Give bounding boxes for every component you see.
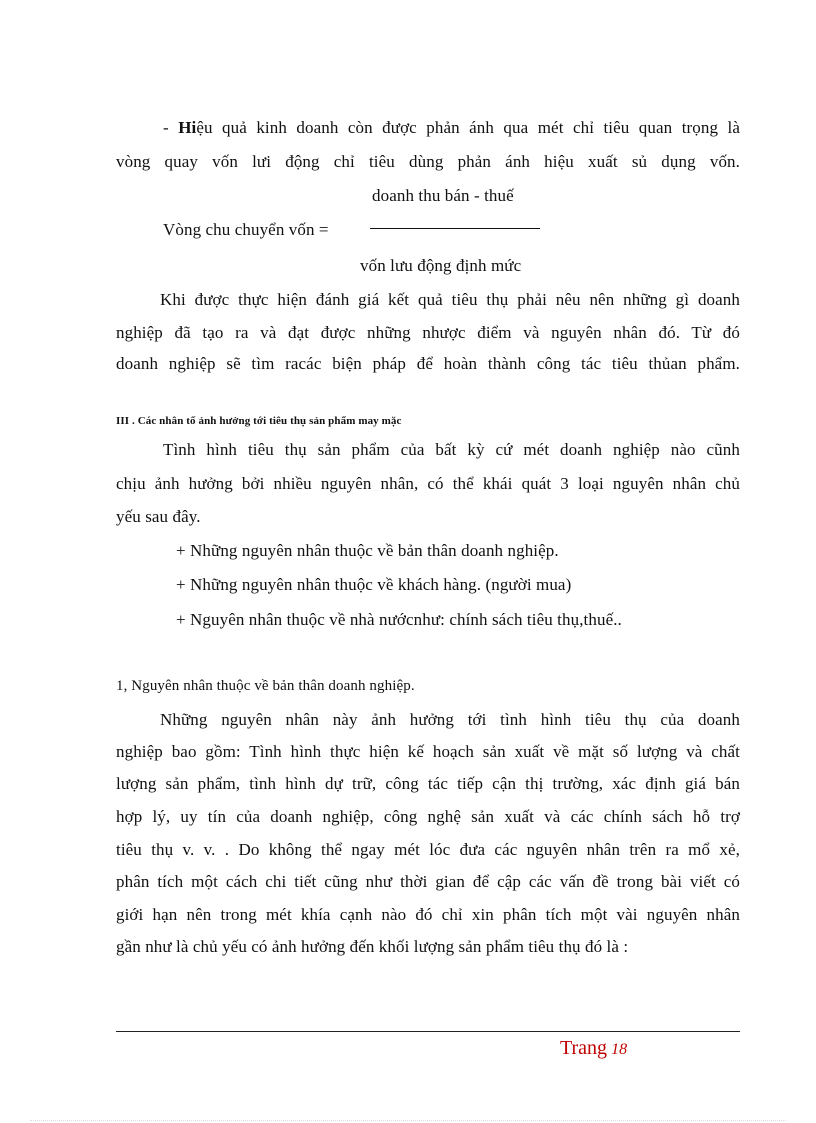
bullet-item: + Những nguyên nhân thuộc về bản thân doanh nghiệp. bbox=[176, 541, 559, 560]
section3-line1: Tình hình tiêu thụ sản phẩm của bất kỳ cứ mét doanh nghiệp nào cũnh bbox=[163, 440, 740, 459]
page-number-value: 18 bbox=[611, 1041, 628, 1058]
bullet-item: + Những nguyên nhân thuộc về khách hàng. (người mua) bbox=[176, 575, 572, 594]
page-label: Trang bbox=[560, 1037, 608, 1059]
formula-label: Vòng chu chuyển vốn = bbox=[163, 220, 329, 239]
section1-line: giới hạn nên trong mét khía cạnh nào đó chỉ xin phân tích một vài nguyên nhân bbox=[116, 905, 740, 924]
page-bottom-border bbox=[30, 1120, 786, 1121]
section1-line: hợp lý, uy tín của doanh nghiệp, công nghệ sản xuất và các chính sách hỗ trợ bbox=[116, 807, 740, 826]
section1-line: gần như là chủ yếu có ảnh hưởng đến khối lượng sản phẩm tiêu thụ đó là : bbox=[116, 937, 629, 956]
bold-word: Hi bbox=[178, 118, 197, 137]
fraction-bar bbox=[370, 228, 540, 229]
section3-heading: III . Các nhân tố ảnh hưởng tới tiêu thụ sản phẩm may mặc bbox=[116, 415, 402, 427]
section1-line: Những nguyên nhân này ảnh hưởng tới tình hình tiêu thụ của doanh bbox=[160, 710, 740, 729]
para2-line1: Khi được thực hiện đánh giá kết quả tiêu thụ phải nêu nên những gì doanh bbox=[160, 290, 740, 309]
page-number bbox=[560, 1036, 627, 1062]
section1-line: tiêu thụ v. v. . Do không thể ngay mét lóc đưa các nguyên nhân trên ra mổ xẻ, bbox=[116, 840, 740, 859]
dash: - bbox=[163, 118, 179, 137]
section3-line2: chịu ảnh hưởng bởi nhiều nguyên nhân, có thể khái quát 3 loại nguyên nhân chủ bbox=[116, 474, 740, 493]
para2-line3: doanh nghiệp sẽ tìm racác biện pháp để hoàn thành công tác tiêu thủan phẩm. bbox=[116, 354, 740, 373]
section1-line: nghiệp bao gồm: Tình hình thực hiện kế hoạch sản xuất về mặt số lượng và chất bbox=[116, 742, 740, 761]
section1-line: lượng sản phẩm, tình hình dự trữ, công tác tiếp cận thị trường, xác định giá bán bbox=[116, 774, 740, 793]
footer-rule bbox=[116, 1031, 740, 1032]
bullet-item: + Nguyên nhân thuộc về nhà nướcnhư: chính sách tiêu thụ,thuế.. bbox=[176, 610, 622, 629]
para1-line1 bbox=[163, 118, 740, 138]
section1-line: phân tích một cách chi tiết cũng như thời gian để cập các vấn đề trong bài viết có bbox=[116, 872, 740, 891]
para1-line2: vòng quay vốn lưi động chỉ tiêu dùng phản ánh hiệu xuất sủ dụng vốn. bbox=[116, 152, 740, 171]
section1-heading: 1, Nguyên nhân thuộc về bản thân doanh nghiệp. bbox=[116, 678, 415, 694]
section3-line3: yếu sau đây. bbox=[116, 507, 201, 526]
para1-line1-rest: ệu quả kinh doanh còn được phản ánh qua mét chỉ tiêu quan trọng là bbox=[196, 118, 740, 137]
formula-denominator: vốn lưu động định mức bbox=[360, 256, 522, 275]
formula-numerator: doanh thu bán - thuế bbox=[372, 186, 514, 205]
para2-line2: nghiệp đã tạo ra và đạt được những nhược điểm và nguyên nhân đó. Từ đó bbox=[116, 323, 740, 342]
